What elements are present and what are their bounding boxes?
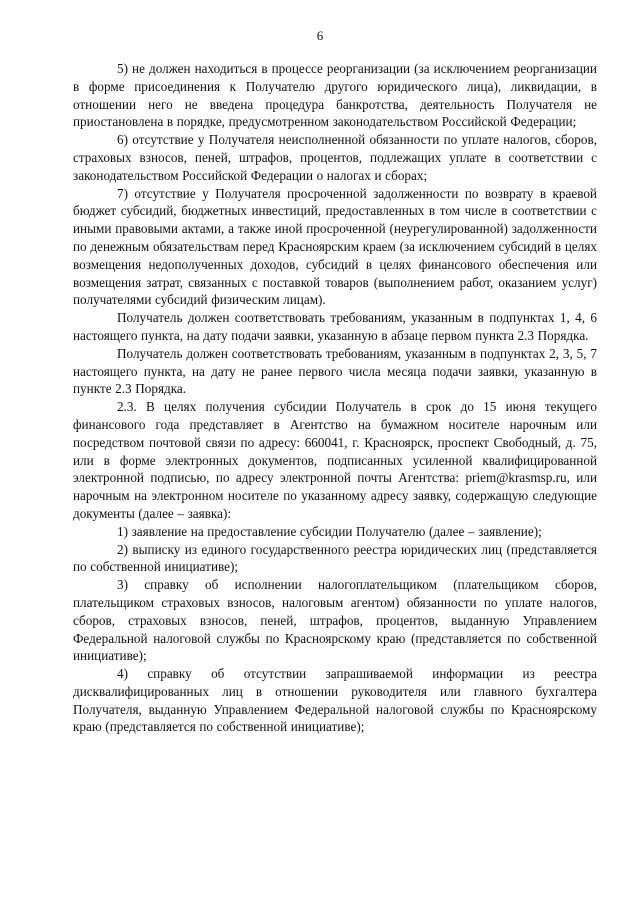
- paragraph-doc-2-registry-extract: 2) выписку из единого государственного реестра юридических лиц (представляется по собственной инициативе);: [73, 541, 597, 575]
- paragraph-doc-4-disqualified-certificate: 4) справку об отсутствии запрашиваемой информации из реестра дисквалифицированных лиц в отношении руководителя или главного бухгалтера Получателя, выданную Управлением Федеральной налоговой службы по Красноярскому краю (представляется по собственной инициативе);: [73, 666, 597, 735]
- paragraph-item-5: 5) не должен находиться в процессе реорганизации (за исключением реорганизации в форме присоединения к Получателю другого юридического лица), ликвидации, в отношении него не введена процедура банкротства, деятельность Получателя не приостановлена в порядке, предусмотренном законодательством Российской Федерации;: [73, 61, 597, 130]
- paragraph-doc-1-application: 1) заявление на предоставление субсидии Получателю (далее – заявление);: [117, 523, 542, 539]
- page-number: 6: [316, 28, 324, 43]
- paragraph-item-6: 6) отсутствие у Получателя неисполненной обязанности по уплате налогов, сборов, страховых взносов, пеней, штрафов, процентов, подлежащих уплате в соответствии с законодательством Российской Федерации о налогах и сборах;: [73, 132, 597, 183]
- paragraph-item-7: 7) отсутствие у Получателя просроченной задолженности по возврату в краевой бюджет субсидий, бюджетных инвестиций, предоставленных в том числе в соответствии с иными правовыми актами, а также иной просроченной (неурегулированной) задолженности по денежным обязательствам перед Красноярским краем (за исключением субсидий в целях возмещения недополученных доходов, субсидий в целях финансового обеспечения или возмещения затрат, связанных с поставкой товаров (выполнением работ, оказанием услуг) получателями субсидий физическим лицам).: [73, 185, 597, 308]
- paragraph-doc-3-tax-certificate: 3) справку об исполнении налогоплательщиком (плательщиком сборов, плательщиком страховых взносов, налоговым агентом) обязанности по уплате налогов, сборов, страховых взносов, пеней, штрафов, процентов, выданную Управлением Федеральной налоговой службы по Красноярскому краю (представляется по собственной инициативе);: [73, 577, 597, 664]
- paragraph-section-2-3: 2.3. В целях получения субсидии Получатель в срок до 15 июня текущего финансового года представляет в Агентство на бумажном носителе нарочным или посредством почтовой связи по адресу: 660041, г. Красноярск, проспект Свободный, д. 75, или в форме электронных документов, подписанных усиленной квалифицированной электронной подписью, по адресу электронной почты Агентства: priem@krasmsp.ru, или нарочным на электронном носителе по указанному адресу заявку, содержащую следующие документы (далее – заявка):: [73, 399, 597, 521]
- document-body: [73, 60, 597, 736]
- paragraph-requirements-1-4-6: Получатель должен соответствовать требованиям, указанным в подпунктах 1, 4, 6 настоящего пункта, на дату подачи заявки, указанную в абзаце первом пункта 2.3 Порядка.: [73, 310, 597, 343]
- paragraph-requirements-2-3-5-7: Получатель должен соответствовать требованиям, указанным в подпунктах 2, 3, 5, 7 настоящего пункта, на дату не ранее первого числа месяца подачи заявки, указанную в пункте 2.3 Порядка.: [73, 345, 597, 397]
